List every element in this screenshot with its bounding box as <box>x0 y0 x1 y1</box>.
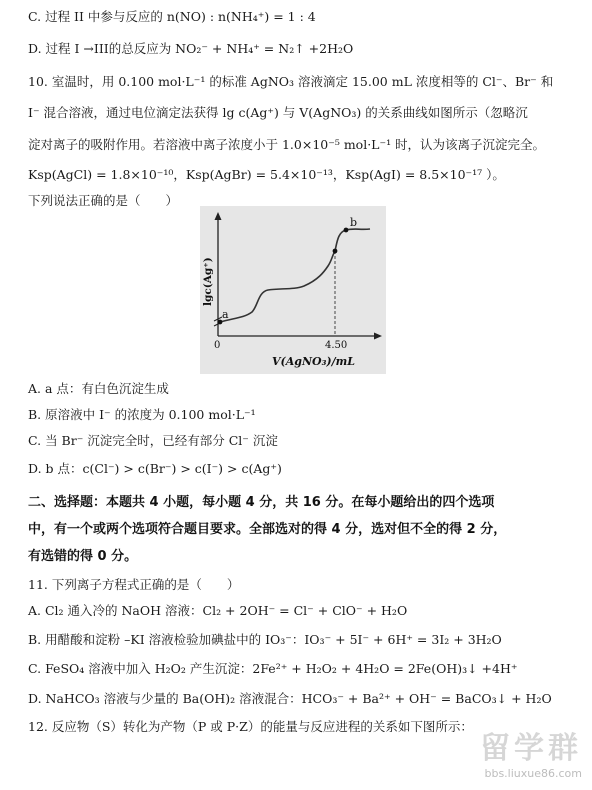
question-10-stem-3: 淀对离子的吸附作用。若溶液中离子浓度小于 1.0×10⁻⁵ mol·L⁻¹ 时，认为该离子沉淀完全。 <box>28 137 546 152</box>
question-10-option-a: A. a 点：有白色沉淀生成 <box>28 381 169 396</box>
section-2-heading-1: 二、选择题：本题共 4 小题，每小题 4 分，共 16 分。在每小题给出的四个选项 <box>28 495 495 510</box>
watermark <box>480 723 582 780</box>
question-10-option-b: B. 原溶液中 I⁻ 的浓度为 0.100 mol·L⁻¹ <box>28 407 256 422</box>
watermark-text: 留学群 <box>480 731 582 766</box>
prev-option-d: D. 过程 I →III的总反应为 NO₂⁻ + NH₄⁺ = N₂↑ +2H₂O <box>28 41 354 56</box>
titration-curve-svg <box>200 206 386 374</box>
x-tick-label: 4.50 <box>325 340 348 351</box>
x-axis-arrow <box>374 333 382 340</box>
question-11-stem: 11. 下列离子方程式正确的是（ ） <box>28 577 240 592</box>
section-2-heading-3: 有选错的得 0 分。 <box>28 549 138 564</box>
question-10-option-d: D. b 点：c(Cl⁻) > c(Br⁻) > c(I⁻) > c(Ag⁺) <box>28 461 282 476</box>
titration-curve-figure <box>200 206 386 374</box>
point-a-label: a <box>222 308 229 321</box>
question-11-option-b: B. 用醋酸和淀粉 –KI 溶液检验加碘盐中的 IO₃⁻：IO₃⁻ + 5I⁻ + 6H⁺ = 3I₂ + 3H₂O <box>28 632 502 647</box>
question-10-stem-2: I⁻ 混合溶液，通过电位滴定法获得 lg c(Ag⁺) 与 V(AgNO₃) 的关系曲线如图所示（忽略沉 <box>28 105 528 120</box>
question-11-option-d: D. NaHCO₃ 溶液与少量的 Ba(OH)₂ 溶液混合：HCO₃⁻ + Ba²⁺ + OH⁻ = BaCO₃↓ + H₂O <box>28 691 552 706</box>
equivalence-marker <box>333 249 338 254</box>
section-2-heading-2: 中，有一个或两个选项符合题目要求。全部选对的得 4 分，选对但不全的得 2 分， <box>28 522 507 537</box>
point-b-marker <box>344 228 349 233</box>
point-b-label: b <box>350 216 358 229</box>
question-10-ask: 下列说法正确的是（ ） <box>28 193 179 208</box>
titration-curve <box>220 229 370 322</box>
question-10-ksp: Ksp(AgCl) = 1.8×10⁻¹⁰，Ksp(AgBr) = 5.4×10⁻¹³，Ksp(AgI) = 8.5×10⁻¹⁷ ）。 <box>28 167 505 182</box>
question-10-stem-1: 10. 室温时，用 0.100 mol·L⁻¹ 的标准 AgNO₃ 溶液滴定 15.00 mL 浓度相等的 Cl⁻、Br⁻ 和 <box>28 74 554 89</box>
question-11-option-c: C. FeSO₄ 溶液中加入 H₂O₂ 产生沉淀：2Fe²⁺ + H₂O₂ + 4H₂O = 2Fe(OH)₃↓ +4H⁺ <box>28 661 518 676</box>
y-axis-arrow <box>215 212 222 220</box>
y-axis-label: lgc(Ag⁺) <box>202 257 214 306</box>
origin-label: 0 <box>214 340 221 351</box>
x-axis-label: V(AgNO₃)/mL <box>272 355 356 368</box>
watermark-url: bbs.liuxue86.com <box>484 767 582 780</box>
prev-option-c: C. 过程 II 中参与反应的 n(NO) : n(NH₄⁺) = 1 : 4 <box>28 9 316 24</box>
question-12-stem: 12. 反应物（S）转化为产物（P 或 P·Z）的能量与反应进程的关系如下图所示： <box>28 719 473 734</box>
question-11-option-a: A. Cl₂ 通入冷的 NaOH 溶液：Cl₂ + 2OH⁻ = Cl⁻ + ClO⁻ + H₂O <box>28 603 408 618</box>
question-10-option-c: C. 当 Br⁻ 沉淀完全时，已经有部分 Cl⁻ 沉淀 <box>28 433 278 448</box>
